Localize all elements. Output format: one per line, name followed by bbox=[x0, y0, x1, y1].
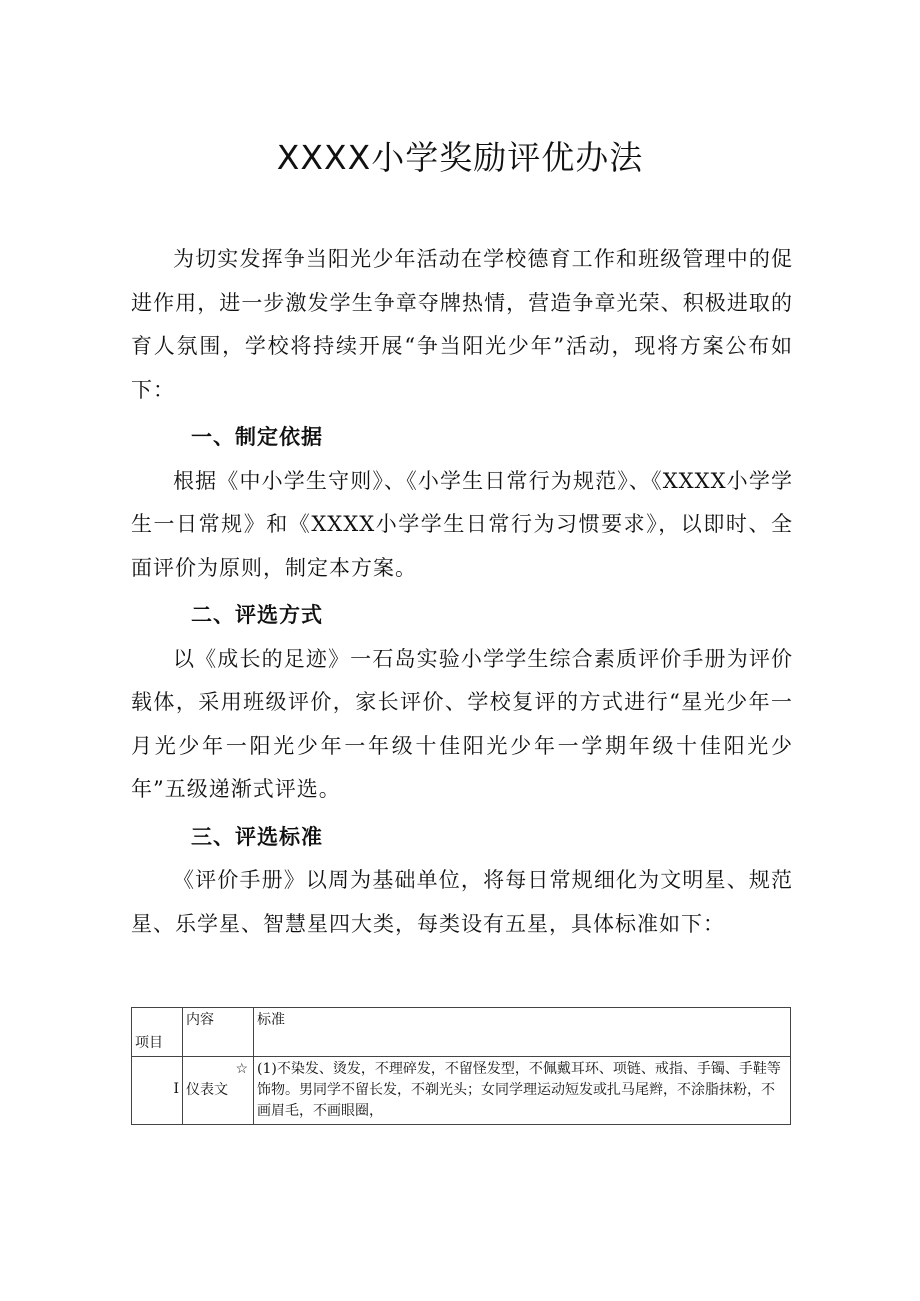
star-icon: ☆ bbox=[235, 1061, 248, 1077]
section-heading-basis: 一、制定依据 bbox=[191, 425, 323, 449]
table-content-label: 仪表文 bbox=[186, 1082, 228, 1098]
table-item-mark: I bbox=[173, 1081, 179, 1097]
table-header-item: 项目 bbox=[132, 1008, 183, 1057]
table-cell-item bbox=[132, 1057, 183, 1125]
section-heading-standard: 三、评选标准 bbox=[191, 824, 323, 849]
standards-table bbox=[131, 1007, 791, 1125]
table-header-content: 内容 bbox=[183, 1008, 254, 1057]
section-heading-method: 二、评选方式 bbox=[191, 603, 323, 627]
document-body bbox=[131, 238, 793, 946]
document-title: XXXX小学奖励评优办法 bbox=[276, 138, 644, 177]
section-text-basis: 根据《中小学生守则》、《小学生日常行为规范》、《XXXX小学学生一日常规》和《XXXX小学学生日常行为习惯要求》，以即时、全面评价为原则，制定本方案。 bbox=[131, 468, 793, 580]
table-row bbox=[132, 1057, 791, 1125]
section-text-standard: 《评价手册》以周为基础单位，将每日常规细化为文明星、规范星、乐学星、智慧星四大类，每类设有五星，具体标准如下： bbox=[131, 868, 793, 936]
table-header-standard: 标准 bbox=[254, 1008, 791, 1057]
section-text-method: 以《成长的足迹》一石岛实验小学学生综合素质评价手册为评价载体，采用班级评价，家长评价、学校复评的方式进行“星光少年一月光少年一阳光少年一年级十佳阳光少年一学期年级十佳阳光少年”五级递渐式评选。 bbox=[131, 646, 793, 801]
table-cell-content bbox=[183, 1057, 254, 1125]
intro-paragraph: 为切实发挥争当阳光少年活动在学校德育工作和班级管理中的促进作用，进一步激发学生争章夺牌热情，营造争章光荣、积极进取的育人氛围，学校将持续开展“争当阳光少年”活动，现将方案公布如下： bbox=[131, 247, 793, 402]
table-cell-standard: (1)不染发、烫发，不理碎发，不留怪发型，不佩戴耳环、项链、戒指、手镯、手鞋等饰物。男同学不留长发，不剃光头；女同学理运动短发或扎马尾辫，不涂脂抹粉，不画眉毛，不画眼圈， bbox=[254, 1057, 791, 1125]
table-header-row bbox=[132, 1008, 791, 1057]
